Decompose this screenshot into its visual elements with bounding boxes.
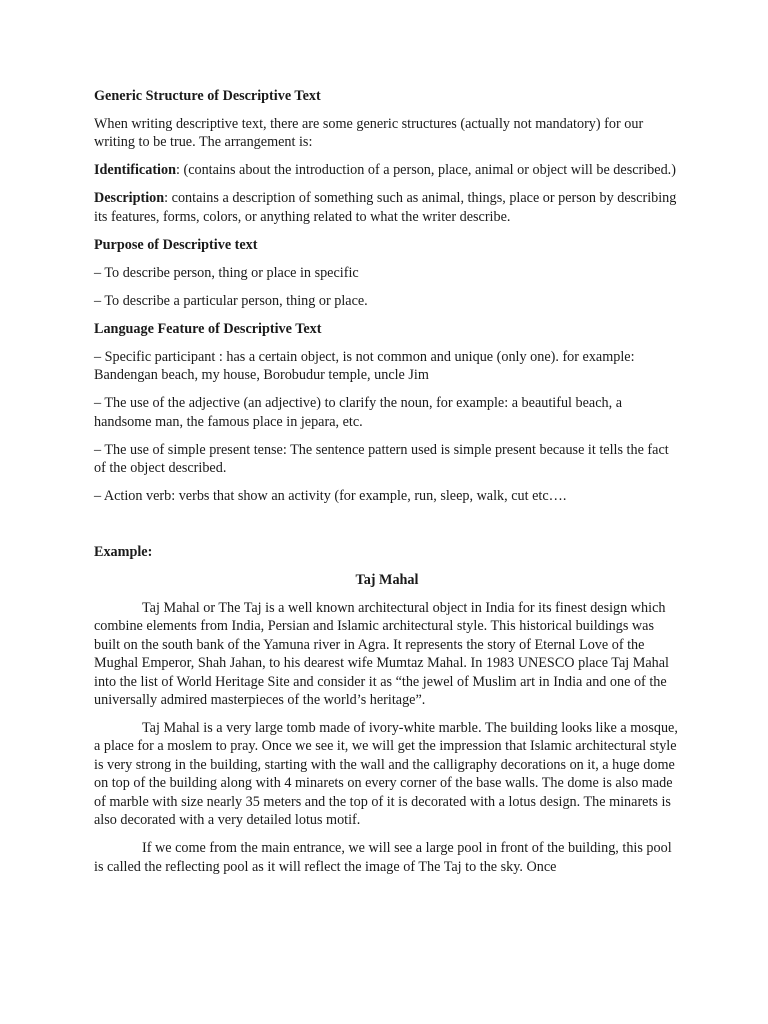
- example-paragraph: If we come from the main entrance, we will see a large pool in front of the building, this pool is called the reflecting pool as it will reflect the image of The Taj to the sky. Once: [94, 840, 672, 875]
- description-text: : contains a description of something such as animal, things, place or person by describing its features, forms, colors, or anything related to what the writer describe.: [94, 190, 677, 225]
- generic-structure-heading: Generic Structure of Descriptive Text: [94, 88, 321, 104]
- identification-text: : (contains about the introduction of a person, place, animal or object will be described.): [175, 162, 676, 179]
- identification-paragraph: [94, 161, 680, 179]
- purpose-item: – To describe person, thing or place in specific: [94, 264, 359, 281]
- purpose-heading: Purpose of Descriptive text: [94, 236, 258, 253]
- description-paragraph: [94, 189, 680, 226]
- language-feature-item: – Specific participant : has a certain object, is not common and unique (only one). for example: Bandengan beach, my house, Borobudur temple, uncle Jim: [94, 348, 635, 384]
- document-content: [94, 87, 680, 886]
- language-feature-item: – The use of simple present tense: The sentence pattern used is simple present because it tells the fact of the object described.: [94, 441, 669, 477]
- example-label: Example:: [94, 544, 153, 561]
- generic-structure-intro: When writing descriptive text, there are some generic structures (actually not mandatory) for our writing to be true. The arrangement is:: [94, 116, 644, 151]
- example-paragraph: Taj Mahal or The Taj is a well known architectural object in India for its finest design which combine elements from India, Persian and Islamic architectural style. This historical buildings was built on the south bank of the Yamuna river in Agra. It represents the story of Eternal Love of the Mughal Emperor, Shah Jahan, to his dearest wife Mumtaz Mahal. In 1983 UNESCO place Taj Mahal into the list of World Heritage Site and consider it as “the jewel of Muslim art in India and one of the universally admired masterpieces of the world’s heritage”.: [94, 600, 670, 709]
- language-feature-item: – The use of the adjective (an adjective) to clarify the noun, for example: a beautiful beach, a handsome man, the famous place in jepara, etc.: [94, 395, 622, 430]
- purpose-item: – To describe a particular person, thing or place.: [94, 292, 368, 309]
- example-paragraph: Taj Mahal is a very large tomb made of ivory-white marble. The building looks like a mosque, a place for a moslem to pray. Once we see it, we will get the impression that Islamic architectural style is very strong in the building, starting with the wall and the calligraphy decorations on it, a huge dome on top of the building along with 4 minarets on every corner of the base walls. The dome is also made of marble with size nearly 35 meters and the top of it is decorated with a lotus design. The minarets is also decorated with a very detailed lotus motif.: [94, 720, 678, 829]
- language-feature-item: – Action verb: verbs that show an activity (for example, run, sleep, walk, cut etc….: [94, 488, 567, 505]
- language-feature-heading: Language Feature of Descriptive Text: [94, 320, 322, 337]
- section-spacer: [94, 515, 680, 543]
- description-term: Description: [94, 190, 165, 207]
- identification-term: Identification: [94, 162, 176, 179]
- example-title: Taj Mahal: [355, 572, 419, 589]
